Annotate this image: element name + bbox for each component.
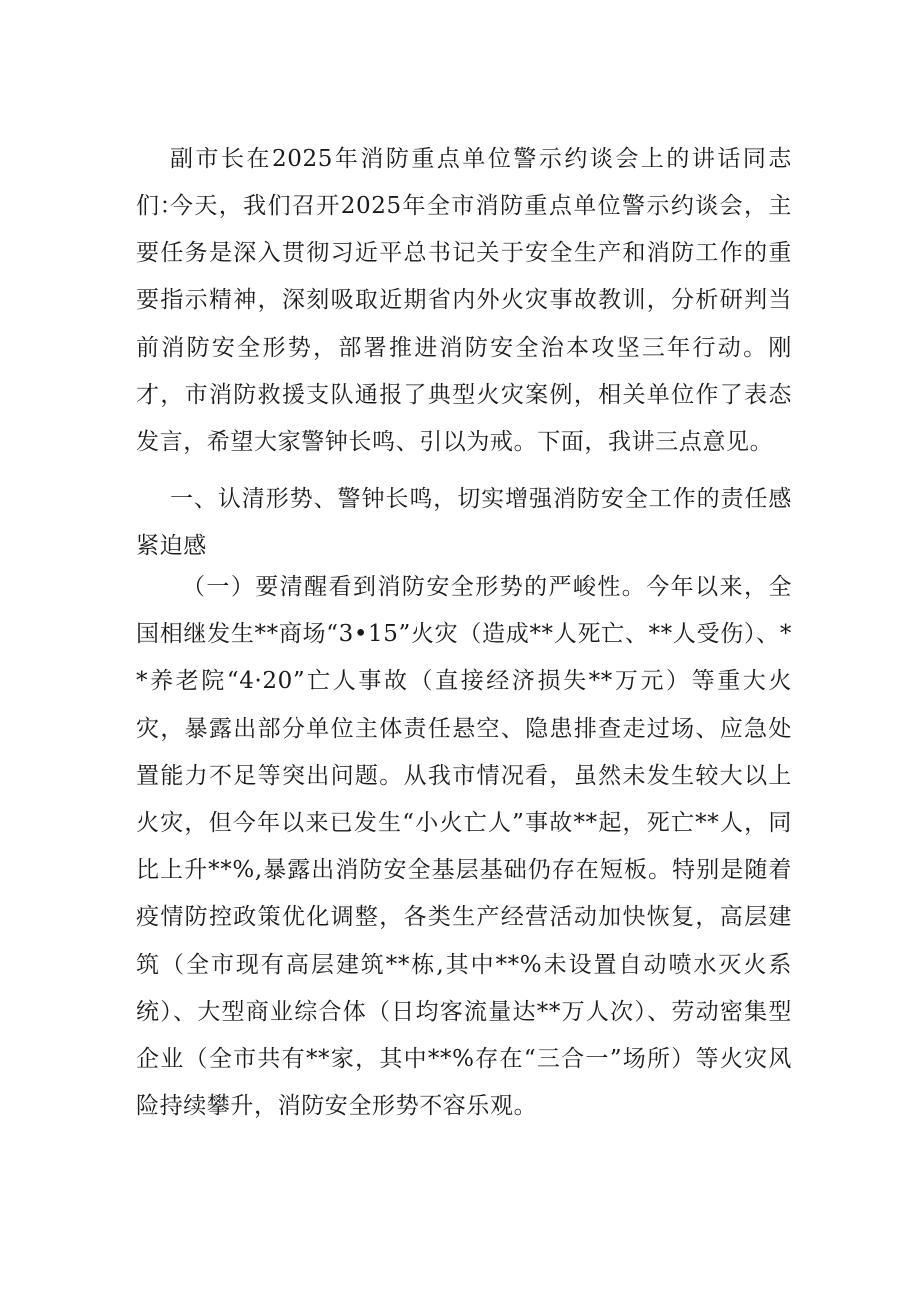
- document-title-line: 副市长在2025年消防重点单位警示约谈会上的讲话同志们：: [136, 146, 792, 220]
- intro-paragraph: 今天，我们召开2025年全市消防重点单位警示约谈会，主要任务是深入贯彻习近平总书记关于安全生产和消防工作的重要指示精神，深刻吸取近期省内外火灾事故教训，分析研判当前消防安全形势，部署推进消防安全治本攻坚三年行动。刚才，市消防救援支队通报了典型火灾案例，相关单位作了表态发言，希望大家警钟长鸣、引以为戒。下面，我讲三点意见。: [136, 193, 792, 456]
- section-heading: 一、认清形势、警钟长鸣，切实增强消防安全工作的责任感紧迫感: [136, 486, 792, 560]
- subsection-paragraph: （一）要清醒看到消防安全形势的严峻性。今年以来，全国相继发生**商场“3•15”火灾（造成**人死亡、**人受伤）、**养老院“4·20”亡人事故（直接经济损失**万元）等重大火灾，暴露出部分单位主体责任悬空、隐患排查走过场、应急处置能力不足等突出问题。从我市情况看，虽然未发生较大以上火灾，但今年以来已发生“小火亡人”事故**起，死亡**人，同比上升**%,暴露出消防安全基层基础仍存在短板。特别是随着疫情防控政策优化调整，各类生产经营活动加快恢复，高层建筑（全市现有高层建筑**栋,其中**%未设置自动喷水灭火系统）、大型商业综合体（日均客流量达**万人次）、劳动密集型企业（全市共有**家，其中**%存在“三合一”场所）等火灾风险持续攀升，消防安全形势不容乐观。: [136, 574, 792, 1120]
